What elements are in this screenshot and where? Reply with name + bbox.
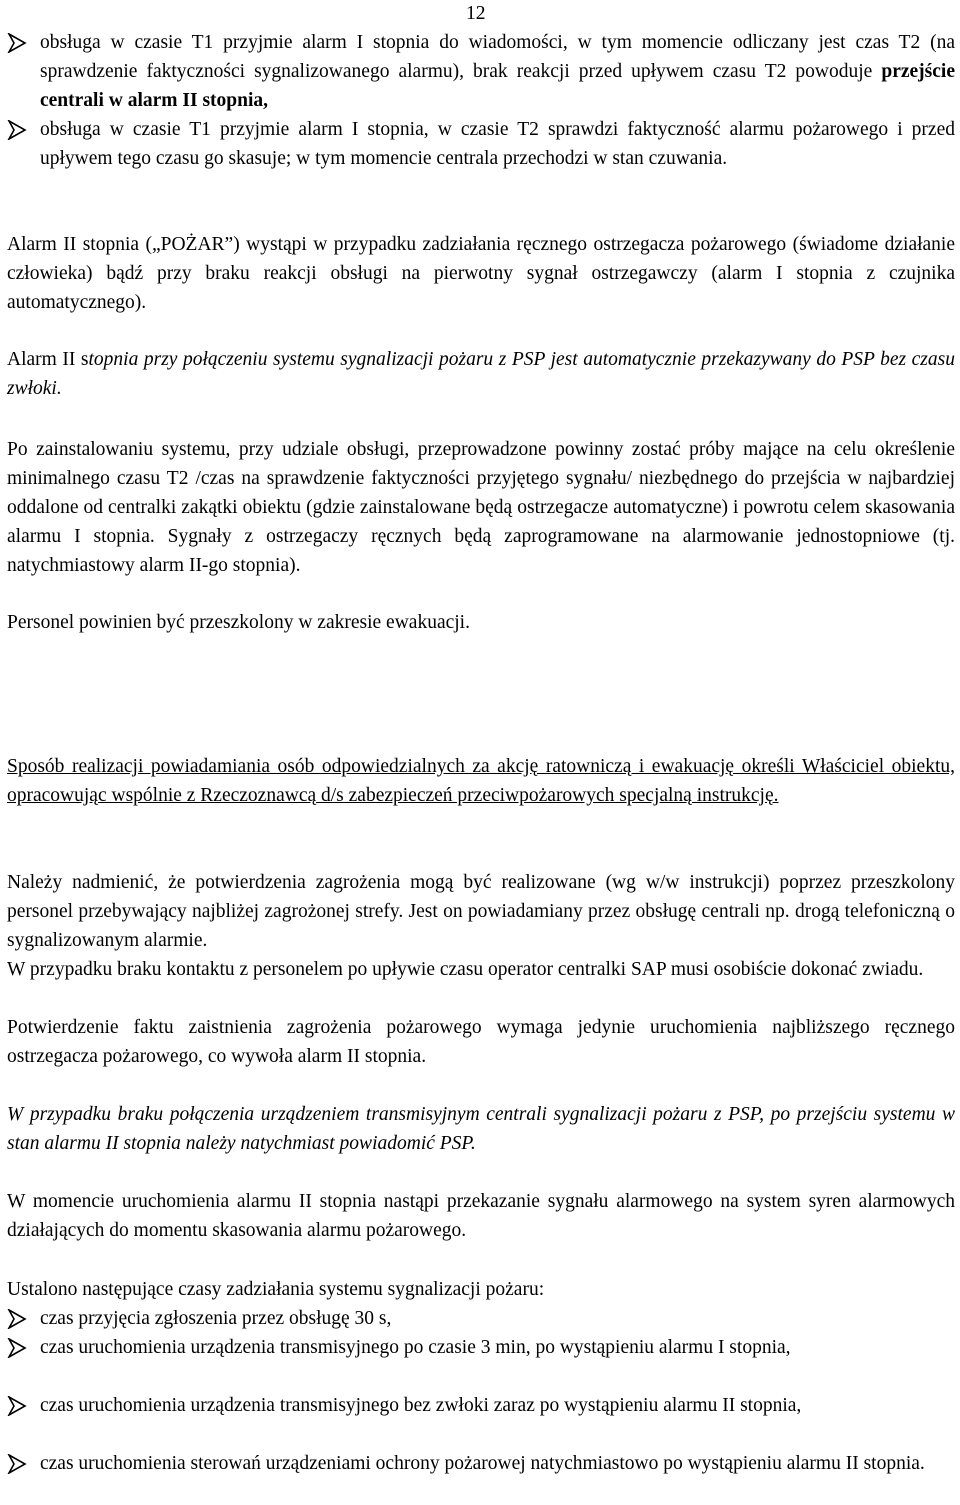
paragraph-psp-transmission: Alarm II stopnia przy połączeniu systemu sygnalizacji pożaru z PSP jest automatycznie przekazywany do PSP bez czasu zwłoki. [7, 349, 955, 399]
list-item-text: czas przyjęcia zgłoszenia przez obsługę 30 s, [40, 1308, 392, 1329]
paragraph-confirmation: Należy nadmienić, że potwierdzenia zagrożenia mogą być realizowane (wg w/w instrukcji) poprzez przeszkolony personel przebywający najbliżej zagrożonej strefy. Jest on powiadamiany przez obsługę centrali np. drogą telefoniczną o sygnalizowanym alarmie. [7, 872, 955, 951]
list-item [7, 28, 955, 115]
arrowhead-bullet-icon [7, 1309, 27, 1329]
list-item [7, 115, 955, 173]
arrowhead-bullet-icon [7, 1338, 27, 1358]
list-item [7, 1304, 955, 1333]
paragraph-timings-intro: Ustalono następujące czasy zadziałania systemu sygnalizacji pożaru: [7, 1279, 545, 1300]
list-item-text: czas uruchomienia sterowań urządzeniami ochrony pożarowej natychmiastowo po wystąpieniu alarmu II stopnia. [40, 1453, 925, 1474]
paragraph-alarm-ii: Alarm II stopnia („POŻAR”) wystąpi w przypadku zadziałania ręcznego ostrzegacza pożarowego (świadome działanie człowieka) bądź przy braku reakcji obsługi na pierwotny sygnał ostrzegawczy (alarm I stopnia z czujnika automatycznego). [7, 234, 955, 313]
list-item-text: czas uruchomienia urządzenia transmisyjnego po czasie 3 min, po wystąpieniu alarmu I stopnia, [40, 1337, 791, 1358]
list-item-text: obsługa w czasie T1 przyjmie alarm I stopnia do wiadomości, w tym momencie odliczany jest czas T2 (na sprawdzenie faktyczności sygnalizowanego alarmu), brak reakcji przed upływem czasu T2 powoduje przejście centrali w alarm II stopnia, [40, 32, 955, 111]
paragraph-sirens: W momencie uruchomienia alarmu II stopnia nastąpi przekazanie sygnału alarmowego na system syren alarmowych działających do momentu skasowania alarmu pożarowego. [7, 1191, 955, 1241]
page-number: 12 [466, 3, 486, 24]
paragraph-no-contact: W przypadku braku kontaktu z personelem po upływie czasu operator centralki SAP musi osobiście dokonać zwiadu. [7, 959, 924, 980]
arrowhead-bullet-icon [7, 1454, 27, 1474]
paragraph-notification-method: Sposób realizacji powiadamiania osób odpowiedzialnych za akcję ratowniczą i ewakuację określi Właściciel obiektu, opracowując wspólnie z Rzeczoznawcą d/s zabezpieczeń przeciwpożarowych specjalną instrukcję. [7, 756, 955, 806]
arrowhead-bullet-icon [7, 33, 27, 53]
list-item-text: obsługa w czasie T1 przyjmie alarm I stopnia, w czasie T2 sprawdzi faktyczność alarmu pożarowego i przed upływem tego czasu go skasuje; w tym momencie centrala przechodzi w stan czuwania. [40, 119, 955, 169]
list-item [7, 1391, 955, 1420]
list-item-text: czas uruchomienia urządzenia transmisyjnego bez zwłoki zaraz po wystąpieniu alarmu II stopnia, [40, 1395, 802, 1416]
paragraph-staff-training: Personel powinien być przeszkolony w zakresie ewakuacji. [7, 612, 470, 633]
list-item [7, 1333, 955, 1362]
paragraph-no-transmission: W przypadku braku połączenia urządzeniem transmisyjnym centrali sygnalizacji pożaru z PSP, po przejściu systemu w stan alarmu II stopnia należy natychmiast powiadomić PSP. [7, 1104, 955, 1154]
list-item [7, 1449, 955, 1478]
arrowhead-bullet-icon [7, 120, 27, 140]
arrowhead-bullet-icon [7, 1396, 27, 1416]
paragraph-installation-tests: Po zainstalowaniu systemu, przy udziale obsługi, przeprowadzone powinny zostać próby mające na celu określenie minimalnego czasu T2 /czas na sprawdzenie faktyczności przyjętego sygnału/ niezbędnego do przejścia w najbardziej oddalone od centralki zakątki obiektu (gdzie zainstalowane będą ostrzegacze automatyczne) i powrotu celem skasowania alarmu I stopnia. Sygnały z ostrzegaczy ręcznych będą zaprogramowane na alarmowanie jednostopniowe (tj. natychmiastowy alarm II-go stopnia). [7, 439, 955, 576]
paragraph-manual-call-point: Potwierdzenie faktu zaistnienia zagrożenia pożarowego wymaga jedynie uruchomienia najbliższego ręcznego ostrzegacza pożarowego, co wywoła alarm II stopnia. [7, 1017, 955, 1067]
